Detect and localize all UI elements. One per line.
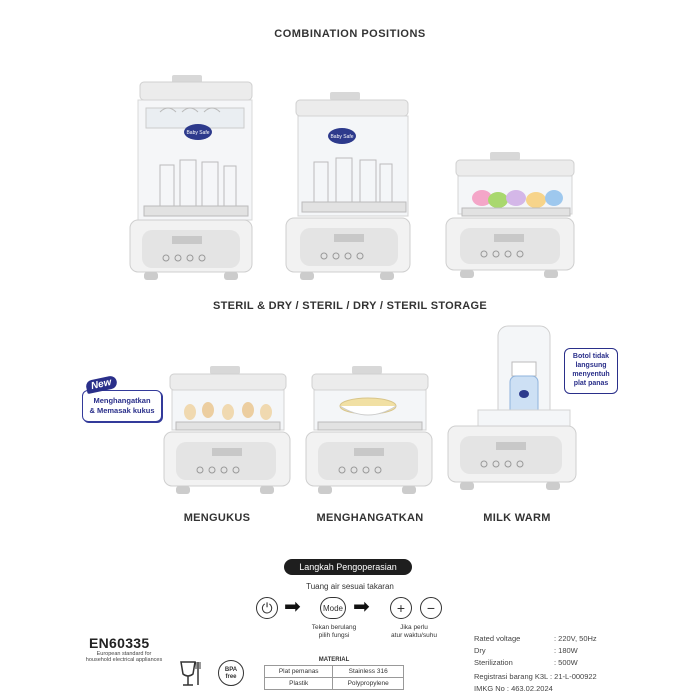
note-mode (296, 624, 372, 640)
spec-label: Sterilization (474, 658, 513, 667)
spec-sterilization (474, 658, 578, 667)
note-mode-line2: pilih fungsi (318, 632, 350, 639)
bpa-free-icon (218, 660, 244, 686)
sterilizer-tall-image (280, 88, 420, 288)
badge-line1: Menghangatkan (93, 396, 151, 405)
caption-milk-warm: MILK WARM (483, 512, 551, 524)
callout-line3: menyentuh (572, 371, 610, 378)
minus-icon: − (420, 597, 442, 619)
sterilizer-short-with-pacifiers-image (440, 148, 580, 288)
callout-line2: langsung (575, 362, 607, 369)
table-row (265, 678, 404, 690)
sterilizer-steaming-eggs-image (160, 362, 295, 497)
mode-button-icon: Mode (320, 597, 346, 619)
steps-subtitle: Tuang air sesuai takaran (306, 582, 394, 591)
new-feature-badge (82, 376, 164, 424)
caption-menghangatkan: MENGHANGATKAN (316, 512, 424, 524)
material-table (264, 654, 404, 690)
note-adjust-line2: atur waktu/suhu (391, 632, 437, 639)
standard-code: EN60335 (89, 635, 150, 651)
note-mode-line1: Tekan berulang (311, 624, 357, 631)
material-cell: Polypropylene (333, 678, 404, 690)
material-cell: Plat pemanas (265, 666, 333, 678)
plus-icon: + (390, 597, 412, 619)
note-adjust (376, 624, 452, 640)
spec-value: : 180W (554, 646, 578, 655)
bottle-callout (564, 348, 618, 394)
material-header: MATERIAL (265, 654, 404, 666)
arrow-right-icon: ➡ (284, 596, 301, 618)
note-adjust-line1: Jika perlu (400, 624, 428, 631)
spec-value: : 500W (554, 658, 578, 667)
power-icon: ⏻ (256, 597, 278, 619)
spec-label: Dry (474, 646, 486, 655)
spec-value: : 220V, 50Hz (554, 634, 597, 643)
food-safe-icon (178, 660, 204, 688)
standard-desc-line2: household electrical appliances (85, 657, 163, 663)
bpa-free-text: BPA free (224, 667, 238, 680)
new-label: New (85, 375, 118, 394)
standard-desc-line1: European standard for (96, 651, 152, 657)
spec-rated-voltage (474, 634, 597, 643)
imkg-number: IMKG No : 463.02.2024 (474, 684, 553, 693)
material-cell: Plastik (265, 678, 333, 690)
sterilizer-tall-with-rack-image (120, 70, 265, 285)
standard-desc (84, 651, 164, 663)
sterilizer-milk-warm-image (442, 322, 582, 497)
row1-caption: STERIL & DRY / STERIL / DRY / STERIL STORAGE (213, 300, 487, 312)
logo-text: Baby Safe (186, 130, 210, 136)
steps-title: Langkah Pengoperasian (284, 559, 412, 575)
badge-box (82, 390, 162, 422)
table-row (265, 666, 404, 678)
material-cell: Stainless 316 (333, 666, 404, 678)
callout-line1: Botol tidak (572, 353, 610, 360)
spec-label: Rated voltage (474, 634, 521, 643)
badge-line2: & Memasak kukus (89, 406, 155, 415)
arrow-right-icon: ➡ (353, 596, 370, 618)
page-title: COMBINATION POSITIONS (274, 28, 426, 40)
caption-mengukus: MENGUKUS (183, 512, 251, 524)
callout-line4: plat panas (573, 380, 609, 387)
sterilizer-warming-food-image (302, 362, 437, 497)
logo-text: Baby Safe (330, 134, 354, 140)
registration-number: Registrasi barang K3L : 21-L-000922 (474, 672, 597, 681)
spec-dry (474, 646, 578, 655)
